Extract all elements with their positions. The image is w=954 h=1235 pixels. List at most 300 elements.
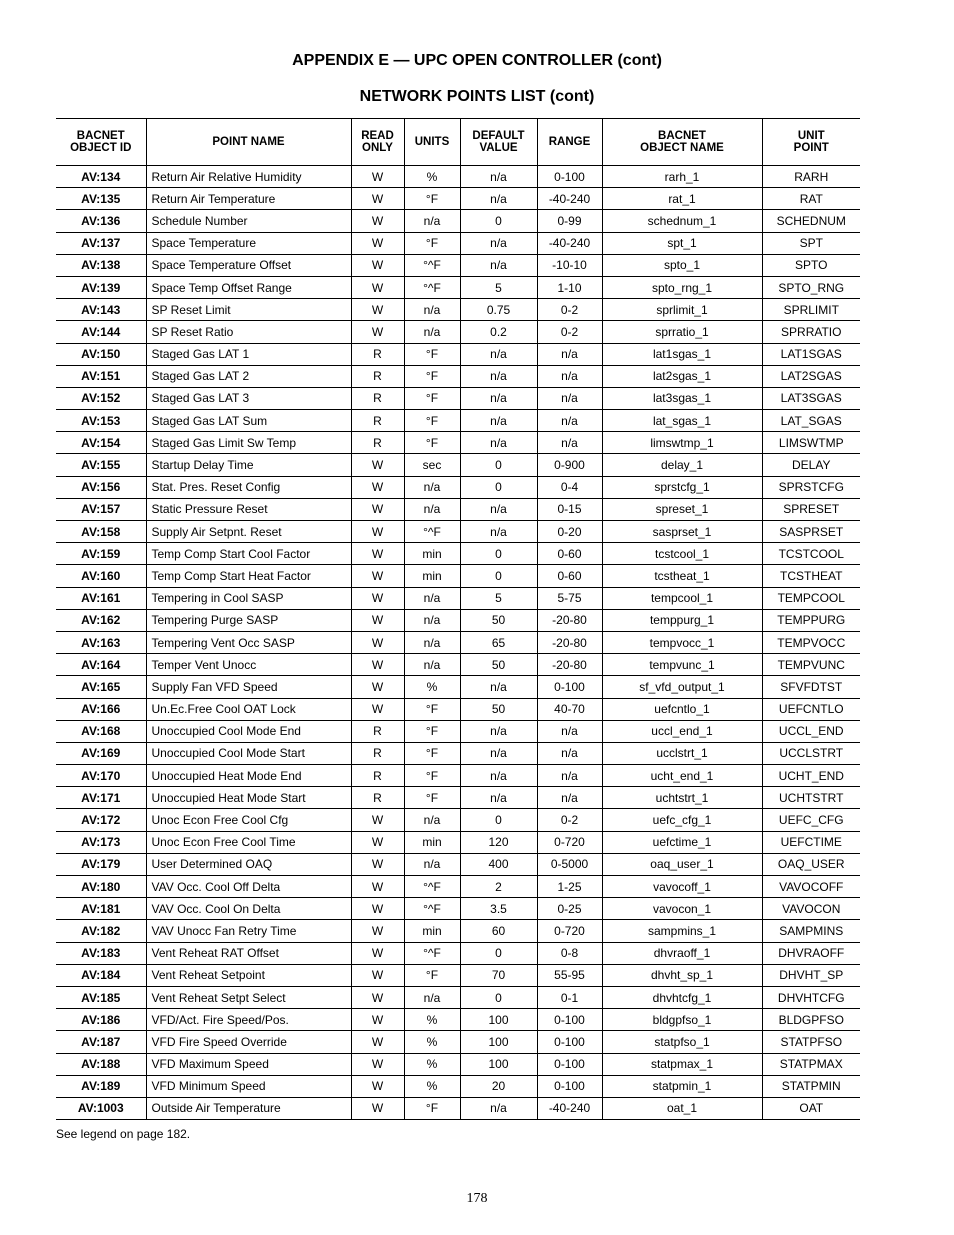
read-only-cell: W (351, 654, 404, 676)
units-cell: °F (404, 343, 460, 365)
point-name-cell: Space Temperature (146, 232, 351, 254)
object-name-cell: sprratio_1 (602, 321, 762, 343)
object-id-cell: AV:165 (56, 676, 146, 698)
object-id-cell: AV:179 (56, 853, 146, 875)
read-only-cell: R (351, 765, 404, 787)
range-cell: -40-240 (537, 188, 602, 210)
table-row (56, 188, 860, 210)
range-cell: -10-10 (537, 254, 602, 276)
range-cell: 55-95 (537, 964, 602, 986)
read-only-cell: W (351, 565, 404, 587)
read-only-cell: W (351, 1031, 404, 1053)
unit-point-cell: RARH (762, 166, 860, 188)
unit-point-cell: DHVHTCFG (762, 986, 860, 1008)
default-value-cell: n/a (460, 166, 537, 188)
range-cell: n/a (537, 410, 602, 432)
units-cell: °^F (404, 254, 460, 276)
point-name-cell: SP Reset Limit (146, 299, 351, 321)
object-id-cell: AV:170 (56, 765, 146, 787)
read-only-cell: W (351, 188, 404, 210)
units-cell: °F (404, 720, 460, 742)
range-cell: n/a (537, 742, 602, 764)
default-value-cell: n/a (460, 676, 537, 698)
range-cell: 0-100 (537, 166, 602, 188)
table-row (56, 942, 860, 964)
table-row (56, 920, 860, 942)
range-cell: 0-720 (537, 920, 602, 942)
table-row (56, 1053, 860, 1075)
unit-point-cell: DHVRAOFF (762, 942, 860, 964)
object-id-cell: AV:154 (56, 432, 146, 454)
object-name-cell: oat_1 (602, 1097, 762, 1119)
read-only-cell: W (351, 454, 404, 476)
unit-point-cell: OAT (762, 1097, 860, 1119)
units-cell: % (404, 166, 460, 188)
default-value-cell: n/a (460, 720, 537, 742)
point-name-cell: Supply Air Setpnt. Reset (146, 521, 351, 543)
object-name-cell: sprlimit_1 (602, 299, 762, 321)
table-row (56, 787, 860, 809)
read-only-cell: W (351, 1053, 404, 1075)
object-name-cell: rarh_1 (602, 166, 762, 188)
table-row (56, 1009, 860, 1031)
object-name-cell: spto_rng_1 (602, 276, 762, 298)
point-name-cell: VAV Occ. Cool Off Delta (146, 876, 351, 898)
unit-point-cell: DHVHT_SP (762, 964, 860, 986)
object-id-cell: AV:180 (56, 876, 146, 898)
object-id-cell: AV:136 (56, 210, 146, 232)
point-name-cell: Unoccupied Heat Mode End (146, 765, 351, 787)
read-only-cell: W (351, 232, 404, 254)
table-row (56, 210, 860, 232)
column-header: UNIT POINT (762, 119, 860, 166)
units-cell: n/a (404, 210, 460, 232)
table-row (56, 365, 860, 387)
point-name-cell: Space Temperature Offset (146, 254, 351, 276)
point-name-cell: Tempering in Cool SASP (146, 587, 351, 609)
units-cell: °^F (404, 876, 460, 898)
units-cell: min (404, 831, 460, 853)
default-value-cell: n/a (460, 765, 537, 787)
object-name-cell: tempcool_1 (602, 587, 762, 609)
default-value-cell: 0 (460, 454, 537, 476)
read-only-cell: W (351, 631, 404, 653)
point-name-cell: Unoccupied Cool Mode End (146, 720, 351, 742)
table-row (56, 698, 860, 720)
object-id-cell: AV:171 (56, 787, 146, 809)
unit-point-cell: SPTO_RNG (762, 276, 860, 298)
object-name-cell: tcstheat_1 (602, 565, 762, 587)
read-only-cell: W (351, 676, 404, 698)
object-id-cell: AV:187 (56, 1031, 146, 1053)
point-name-cell: Staged Gas LAT Sum (146, 410, 351, 432)
table-row (56, 676, 860, 698)
unit-point-cell: LAT1SGAS (762, 343, 860, 365)
object-id-cell: AV:155 (56, 454, 146, 476)
object-id-cell: AV:182 (56, 920, 146, 942)
object-name-cell: bldgpfso_1 (602, 1009, 762, 1031)
object-name-cell: spreset_1 (602, 498, 762, 520)
range-cell: n/a (537, 765, 602, 787)
object-name-cell: uefc_cfg_1 (602, 809, 762, 831)
point-name-cell: SP Reset Ratio (146, 321, 351, 343)
read-only-cell: W (351, 587, 404, 609)
read-only-cell: R (351, 742, 404, 764)
units-cell: °F (404, 765, 460, 787)
point-name-cell: Staged Gas Limit Sw Temp (146, 432, 351, 454)
object-name-cell: statpfso_1 (602, 1031, 762, 1053)
units-cell: °^F (404, 521, 460, 543)
range-cell: 0-1 (537, 986, 602, 1008)
default-value-cell: 20 (460, 1075, 537, 1097)
object-id-cell: AV:163 (56, 631, 146, 653)
default-value-cell: 50 (460, 654, 537, 676)
object-name-cell: spt_1 (602, 232, 762, 254)
unit-point-cell: UCCLSTRT (762, 742, 860, 764)
object-id-cell: AV:173 (56, 831, 146, 853)
page-subtitle: NETWORK POINTS LIST (cont) (359, 88, 595, 105)
object-name-cell: tempvocc_1 (602, 631, 762, 653)
units-cell: n/a (404, 631, 460, 653)
object-name-cell: sampmins_1 (602, 920, 762, 942)
unit-point-cell: STATPMIN (762, 1075, 860, 1097)
object-name-cell: tempvunc_1 (602, 654, 762, 676)
point-name-cell: VFD Maximum Speed (146, 1053, 351, 1075)
default-value-cell: n/a (460, 1097, 537, 1119)
read-only-cell: R (351, 720, 404, 742)
object-name-cell: tcstcool_1 (602, 543, 762, 565)
default-value-cell: 0 (460, 476, 537, 498)
table-row (56, 254, 860, 276)
range-cell: n/a (537, 720, 602, 742)
object-id-cell: AV:164 (56, 654, 146, 676)
table-row (56, 631, 860, 653)
point-name-cell: Temp Comp Start Heat Factor (146, 565, 351, 587)
object-name-cell: oaq_user_1 (602, 853, 762, 875)
object-name-cell: uefctime_1 (602, 831, 762, 853)
table-row (56, 720, 860, 742)
object-id-cell: AV:158 (56, 521, 146, 543)
range-cell: n/a (537, 343, 602, 365)
range-cell: 0-100 (537, 676, 602, 698)
object-id-cell: AV:137 (56, 232, 146, 254)
table-row (56, 166, 860, 188)
unit-point-cell: UEFCNTLO (762, 698, 860, 720)
range-cell: -40-240 (537, 1097, 602, 1119)
object-id-cell: AV:186 (56, 1009, 146, 1031)
point-name-cell: Startup Delay Time (146, 454, 351, 476)
range-cell: 0-60 (537, 565, 602, 587)
units-cell: % (404, 1031, 460, 1053)
range-cell: n/a (537, 432, 602, 454)
range-cell: 0-900 (537, 454, 602, 476)
unit-point-cell: TEMPCOOL (762, 587, 860, 609)
range-cell: -20-80 (537, 631, 602, 653)
read-only-cell: W (351, 1097, 404, 1119)
read-only-cell: W (351, 166, 404, 188)
read-only-cell: W (351, 521, 404, 543)
units-cell: % (404, 676, 460, 698)
units-cell: % (404, 1009, 460, 1031)
range-cell: 0-2 (537, 321, 602, 343)
unit-point-cell: SPT (762, 232, 860, 254)
table-row (56, 831, 860, 853)
object-name-cell: dhvhtcfg_1 (602, 986, 762, 1008)
table-row (56, 876, 860, 898)
read-only-cell: W (351, 1075, 404, 1097)
object-id-cell: AV:156 (56, 476, 146, 498)
range-cell: 0-2 (537, 299, 602, 321)
point-name-cell: VAV Unocc Fan Retry Time (146, 920, 351, 942)
object-id-cell: AV:1003 (56, 1097, 146, 1119)
object-id-cell: AV:189 (56, 1075, 146, 1097)
range-cell: 0-100 (537, 1009, 602, 1031)
range-cell: 1-25 (537, 876, 602, 898)
point-name-cell: VFD Fire Speed Override (146, 1031, 351, 1053)
default-value-cell: n/a (460, 521, 537, 543)
object-name-cell: uchtstrt_1 (602, 787, 762, 809)
unit-point-cell: SPRESET (762, 498, 860, 520)
object-name-cell: dhvraoff_1 (602, 942, 762, 964)
units-cell: °F (404, 742, 460, 764)
object-name-cell: statpmax_1 (602, 1053, 762, 1075)
object-name-cell: statpmin_1 (602, 1075, 762, 1097)
table-row (56, 299, 860, 321)
read-only-cell: W (351, 210, 404, 232)
units-cell: °F (404, 1097, 460, 1119)
default-value-cell: n/a (460, 343, 537, 365)
unit-point-cell: SAMPMINS (762, 920, 860, 942)
object-name-cell: spto_1 (602, 254, 762, 276)
units-cell: sec (404, 454, 460, 476)
column-header: BACNET OBJECT NAME (602, 119, 762, 166)
default-value-cell: 3.5 (460, 898, 537, 920)
object-id-cell: AV:153 (56, 410, 146, 432)
page-title: APPENDIX E — UPC OPEN CONTROLLER (cont) (292, 52, 662, 69)
point-name-cell: Schedule Number (146, 210, 351, 232)
default-value-cell: 65 (460, 631, 537, 653)
unit-point-cell: SFVFDTST (762, 676, 860, 698)
read-only-cell: W (351, 543, 404, 565)
network-points-table (56, 118, 860, 1120)
range-cell: 0-2 (537, 809, 602, 831)
units-cell: n/a (404, 986, 460, 1008)
object-id-cell: AV:157 (56, 498, 146, 520)
object-id-cell: AV:152 (56, 387, 146, 409)
read-only-cell: W (351, 986, 404, 1008)
column-header: BACNET OBJECT ID (56, 119, 146, 166)
read-only-cell: R (351, 410, 404, 432)
default-value-cell: n/a (460, 432, 537, 454)
default-value-cell: n/a (460, 365, 537, 387)
unit-point-cell: VAVOCON (762, 898, 860, 920)
units-cell: °F (404, 964, 460, 986)
object-id-cell: AV:161 (56, 587, 146, 609)
object-name-cell: rat_1 (602, 188, 762, 210)
range-cell: n/a (537, 787, 602, 809)
table-row (56, 321, 860, 343)
table-row (56, 1031, 860, 1053)
point-name-cell: Outside Air Temperature (146, 1097, 351, 1119)
range-cell: 0-5000 (537, 853, 602, 875)
unit-point-cell: RAT (762, 188, 860, 210)
unit-point-cell: SPRRATIO (762, 321, 860, 343)
unit-point-cell: TEMPVUNC (762, 654, 860, 676)
range-cell: n/a (537, 365, 602, 387)
units-cell: n/a (404, 476, 460, 498)
range-cell: 0-8 (537, 942, 602, 964)
range-cell: 0-720 (537, 831, 602, 853)
read-only-cell: R (351, 343, 404, 365)
point-name-cell: Tempering Purge SASP (146, 609, 351, 631)
object-name-cell: lat3sgas_1 (602, 387, 762, 409)
object-id-cell: AV:144 (56, 321, 146, 343)
unit-point-cell: TEMPPURG (762, 609, 860, 631)
column-header: READ ONLY (351, 119, 404, 166)
page-number: 178 (466, 1191, 488, 1206)
object-id-cell: AV:159 (56, 543, 146, 565)
default-value-cell: n/a (460, 742, 537, 764)
object-name-cell: lat2sgas_1 (602, 365, 762, 387)
table-row (56, 476, 860, 498)
object-name-cell: delay_1 (602, 454, 762, 476)
object-name-cell: vavocon_1 (602, 898, 762, 920)
table-row (56, 587, 860, 609)
default-value-cell: 2 (460, 876, 537, 898)
range-cell: -20-80 (537, 609, 602, 631)
units-cell: °F (404, 432, 460, 454)
default-value-cell: 120 (460, 831, 537, 853)
units-cell: °^F (404, 898, 460, 920)
table-row (56, 986, 860, 1008)
units-cell: n/a (404, 299, 460, 321)
object-id-cell: AV:183 (56, 942, 146, 964)
read-only-cell: W (351, 609, 404, 631)
default-value-cell: 5 (460, 276, 537, 298)
object-id-cell: AV:138 (56, 254, 146, 276)
unit-point-cell: UCHTSTRT (762, 787, 860, 809)
unit-point-cell: UEFCTIME (762, 831, 860, 853)
point-name-cell: Unoc Econ Free Cool Cfg (146, 809, 351, 831)
table-row (56, 387, 860, 409)
units-cell: n/a (404, 498, 460, 520)
table-row (56, 609, 860, 631)
table-row (56, 654, 860, 676)
point-name-cell: Supply Fan VFD Speed (146, 676, 351, 698)
range-cell: 0-15 (537, 498, 602, 520)
point-name-cell: Return Air Temperature (146, 188, 351, 210)
units-cell: min (404, 543, 460, 565)
units-cell: °F (404, 387, 460, 409)
object-id-cell: AV:143 (56, 299, 146, 321)
object-id-cell: AV:151 (56, 365, 146, 387)
units-cell: % (404, 1075, 460, 1097)
unit-point-cell: LAT_SGAS (762, 410, 860, 432)
read-only-cell: R (351, 787, 404, 809)
unit-point-cell: DELAY (762, 454, 860, 476)
units-cell: n/a (404, 587, 460, 609)
point-name-cell: User Determined OAQ (146, 853, 351, 875)
default-value-cell: 400 (460, 853, 537, 875)
units-cell: min (404, 920, 460, 942)
table-row (56, 742, 860, 764)
column-header: POINT NAME (146, 119, 351, 166)
object-name-cell: schednum_1 (602, 210, 762, 232)
default-value-cell: 50 (460, 609, 537, 631)
default-value-cell: n/a (460, 387, 537, 409)
object-name-cell: lat_sgas_1 (602, 410, 762, 432)
unit-point-cell: UEFC_CFG (762, 809, 860, 831)
point-name-cell: Vent Reheat Setpt Select (146, 986, 351, 1008)
unit-point-cell: SASPRSET (762, 521, 860, 543)
object-name-cell: uccl_end_1 (602, 720, 762, 742)
object-id-cell: AV:139 (56, 276, 146, 298)
unit-point-cell: BLDGPFSO (762, 1009, 860, 1031)
default-value-cell: 0 (460, 565, 537, 587)
object-id-cell: AV:168 (56, 720, 146, 742)
table-row (56, 565, 860, 587)
legend-note: See legend on page 182. (56, 1127, 191, 1141)
point-name-cell: Vent Reheat RAT Offset (146, 942, 351, 964)
column-header: RANGE (537, 119, 602, 166)
object-name-cell: temppurg_1 (602, 609, 762, 631)
read-only-cell: W (351, 920, 404, 942)
table-row (56, 521, 860, 543)
point-name-cell: Tempering Vent Occ SASP (146, 631, 351, 653)
range-cell: 0-100 (537, 1075, 602, 1097)
table-row (56, 765, 860, 787)
units-cell: °F (404, 698, 460, 720)
read-only-cell: W (351, 476, 404, 498)
object-id-cell: AV:160 (56, 565, 146, 587)
unit-point-cell: STATPMAX (762, 1053, 860, 1075)
default-value-cell: 100 (460, 1053, 537, 1075)
range-cell: 1-10 (537, 276, 602, 298)
range-cell: -20-80 (537, 654, 602, 676)
default-value-cell: n/a (460, 410, 537, 432)
read-only-cell: W (351, 498, 404, 520)
object-id-cell: AV:134 (56, 166, 146, 188)
object-name-cell: ucclstrt_1 (602, 742, 762, 764)
unit-point-cell: STATPFSO (762, 1031, 860, 1053)
point-name-cell: VAV Occ. Cool On Delta (146, 898, 351, 920)
object-id-cell: AV:135 (56, 188, 146, 210)
object-id-cell: AV:150 (56, 343, 146, 365)
unit-point-cell: OAQ_USER (762, 853, 860, 875)
units-cell: °F (404, 410, 460, 432)
object-name-cell: sasprset_1 (602, 521, 762, 543)
default-value-cell: 5 (460, 587, 537, 609)
read-only-cell: W (351, 276, 404, 298)
read-only-cell: W (351, 254, 404, 276)
default-value-cell: 100 (460, 1031, 537, 1053)
default-value-cell: n/a (460, 498, 537, 520)
table-row (56, 853, 860, 875)
unit-point-cell: TCSTCOOL (762, 543, 860, 565)
unit-point-cell: SCHEDNUM (762, 210, 860, 232)
object-name-cell: vavocoff_1 (602, 876, 762, 898)
point-name-cell: Unoc Econ Free Cool Time (146, 831, 351, 853)
read-only-cell: R (351, 387, 404, 409)
unit-point-cell: SPRSTCFG (762, 476, 860, 498)
unit-point-cell: LAT3SGAS (762, 387, 860, 409)
range-cell: 0-100 (537, 1053, 602, 1075)
table-row (56, 964, 860, 986)
units-cell: °F (404, 787, 460, 809)
object-name-cell: sf_vfd_output_1 (602, 676, 762, 698)
units-cell: °F (404, 232, 460, 254)
point-name-cell: Temp Comp Start Cool Factor (146, 543, 351, 565)
